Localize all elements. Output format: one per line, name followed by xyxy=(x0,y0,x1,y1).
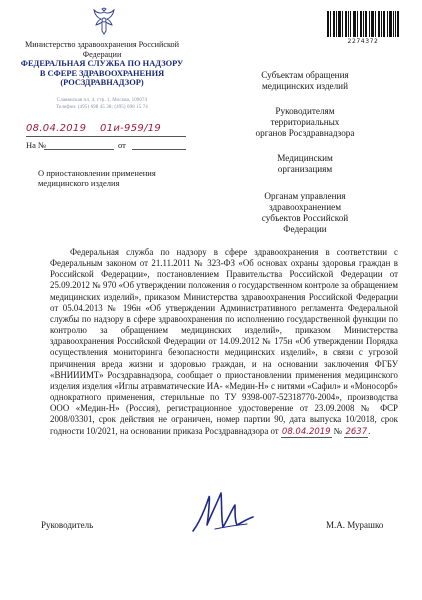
addressee-2 xyxy=(235,106,375,139)
addressee-3 xyxy=(235,153,375,175)
ministry-name: Министерство здравоохранения Российской Федерации xyxy=(24,40,180,59)
reference-no-label: На № xyxy=(26,140,47,150)
reference-from-label: от xyxy=(118,140,126,150)
subject-line xyxy=(38,168,156,188)
service-name-line2: В СФЕРЕ ЗДРАВООХРАНЕНИЯ xyxy=(39,68,165,78)
letterhead xyxy=(18,40,186,88)
phone-line: Телефон: (495) 698 45 38; (495) 698 15 74 xyxy=(56,105,148,110)
subject-line1: О приостановлении применения xyxy=(38,168,156,178)
reference-no-line xyxy=(44,149,114,150)
order-date: 08.04.2019 xyxy=(281,426,331,437)
addressee-line: медицинских изделий xyxy=(261,81,348,91)
addressee-line: территориальных xyxy=(270,117,340,127)
reference-from-line xyxy=(132,149,186,150)
addressee-line: здравоохранением xyxy=(268,202,342,212)
addressee-1 xyxy=(235,70,375,92)
registration-date: 08.04.2019 xyxy=(26,123,87,134)
addressee-line: организациям xyxy=(277,164,333,174)
addressee-line: Субъектам обращения xyxy=(261,70,349,80)
addressee-4 xyxy=(235,191,375,235)
barcode-number: 2274372 xyxy=(347,38,379,45)
address-block xyxy=(18,97,186,111)
reference-row xyxy=(26,140,186,152)
addressee-line: Органам управления xyxy=(264,191,346,201)
registration-underline xyxy=(26,136,186,137)
service-name-line3: (РОСЗДРАВНАДЗОР) xyxy=(60,78,144,87)
subject-line2: медицинского изделия xyxy=(38,178,120,188)
service-name-line1: ФЕДЕРАЛЬНАЯ СЛУЖБА ПО НАДЗОРУ xyxy=(20,59,184,68)
signatory-name: М.А. Мурашко xyxy=(326,520,384,530)
emblem-icon xyxy=(91,7,117,37)
letter-body xyxy=(50,247,398,438)
addressee-line: органов Росздравнадзора xyxy=(255,128,355,138)
signatory-role: Руководитель xyxy=(41,520,94,530)
addressee-line: Руководителям xyxy=(275,106,335,116)
body-paragraph: Федеральная служба по надзору в сфере здравоохранения в соответствии с Федеральным законом от 21.11.2011 № 323-ФЗ «Об основах охраны здоровья граждан в Российской Федерации», постановлением Правительства Российской Федерации от 25.09.2012 № 970 «Об утверждении положения о государственном контроле за обращением медицинских изделий», приказом Министерства здравоохранения Российской Федерации от 05.04.2013 № 196н «Об утверждении Административного регламента Федеральной службы по надзору в сфере здравоохранения по исполнению государственной функции по контролю за обращением медицинских изделий», приказом Министерства здравоохранения Российской Федерации от 14.09.2012 № 175н «Об утверждении Порядка осуществления мониторинга безопасности медицинских изделий», в связи с угрозой причинения вреда жизни и здоровью граждан, и на основании заключения ФГБУ «ВНИИИМТ» Росздравнадзора, сообщает о приостановлении применения медицинского изделия изделия «Иглы атравматические ИА- «Медин-Н» с нитями «Сафил» и «Моносорб» однократного применения, стерильные по ТУ 9398-007-52318770-2004», производства ООО «Медин-Н» (Россия), регистрационное удостоверение от 23.09.2008 № ФСР 2008/03301, срок действия не ограничен, номер партии 90, дата выпуска 10/2018, срок годности 10/2021, на основании приказа Росздравнадзора от xyxy=(50,247,398,436)
body-end: . xyxy=(368,425,371,436)
order-number: 2637 xyxy=(345,426,368,437)
addressee-line: Федерации xyxy=(283,224,327,234)
order-no-label: № xyxy=(333,425,343,436)
addressee-line: Медицинским xyxy=(277,153,333,163)
address-line: Славянская пл. 4, стр. 1, Москва, 109074 xyxy=(56,98,148,103)
registration-row xyxy=(26,123,186,139)
signature-image xyxy=(185,483,265,538)
barcode-icon xyxy=(327,11,399,37)
addressee-line: субъектов Российской xyxy=(261,213,349,223)
registration-number: 01и-959/19 xyxy=(100,123,162,134)
